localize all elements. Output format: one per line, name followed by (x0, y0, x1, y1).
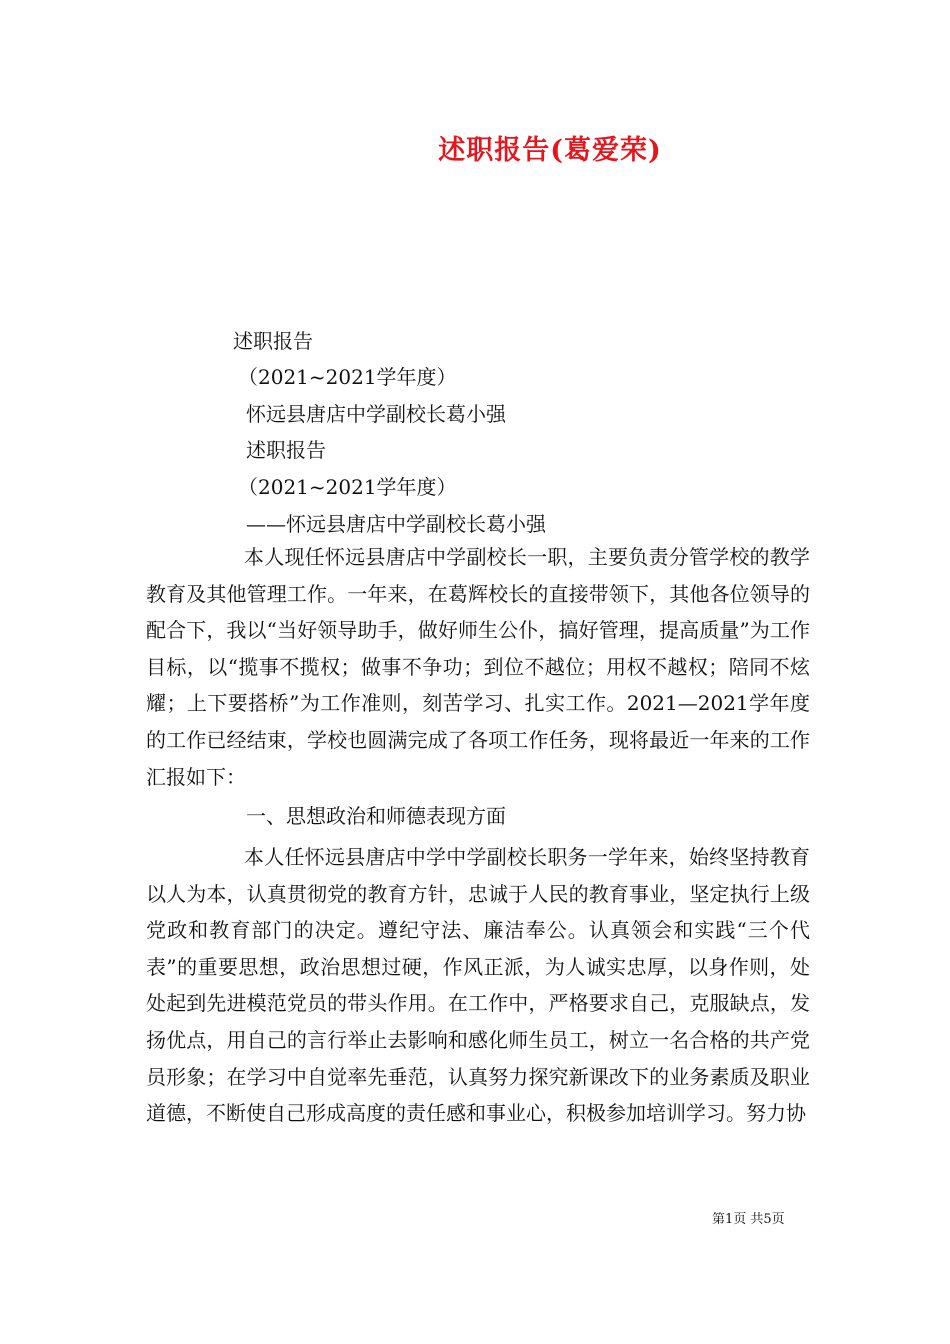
paragraph-section-1: 本人任怀远县唐店中学中学副校长职务一学年来，始终坚持教育以人为本，认真贯彻党的教育方针，忠诚于人民的教育事业，坚定执行上级党政和教育部门的决定。遵纪守法、廉洁奉公。认真领会和实践“三个代表”的重要思想，政治思想过硬，作风正派，为人诚实忠厚，以身作则，处处起到先进模范党员的带头作用。在工作中，严格要求自己，克服缺点，发扬优点，用自己的言行举止去影响和感化师生员工，树立一名合格的共产党员形象；在学习中自觉率先垂范，认真努力探究新课改下的业务素质及职业道德，不断使自己形成高度的责任感和事业心，积极参加培训学习。努力协 (146, 845, 810, 1126)
header-line-author: 怀远县唐店中学副校长葛小强 (246, 402, 506, 426)
header-line-report-repeat: 述职报告 (246, 438, 326, 462)
header-line-year-repeat: （2021~2021学年度） (238, 475, 457, 499)
document-title: 述职报告(葛爱荣) (438, 135, 662, 166)
section-heading-1: 一、思想政治和师德表现方面 (246, 804, 506, 828)
paragraph-intro: 本人现任怀远县唐店中学副校长一职，主要负责分管学校的教学教育及其他管理工作。一年来，在葛辉校长的直接带领下，其他各位领导的配合下，我以“当好领导助手，做好师生公仆，搞好管理，提高质量”为工作目标，以“揽事不揽权；做事不争功；到位不越位；用权不越权；陪同不炫耀；上下要搭桥”为工作准则，刻苦学习、扎实工作。2021—2021学年度的工作已经结束，学校也圆满完成了各项工作任务，现将最近一年来的工作汇报如下： (146, 545, 810, 789)
header-line-author-dash: ——怀远县唐店中学副校长葛小强 (246, 512, 546, 536)
page-footer: 第1页 共5页 (712, 1212, 785, 1227)
header-line-report: 述职报告 (233, 329, 313, 353)
header-line-year: （2021~2021学年度） (238, 365, 457, 389)
